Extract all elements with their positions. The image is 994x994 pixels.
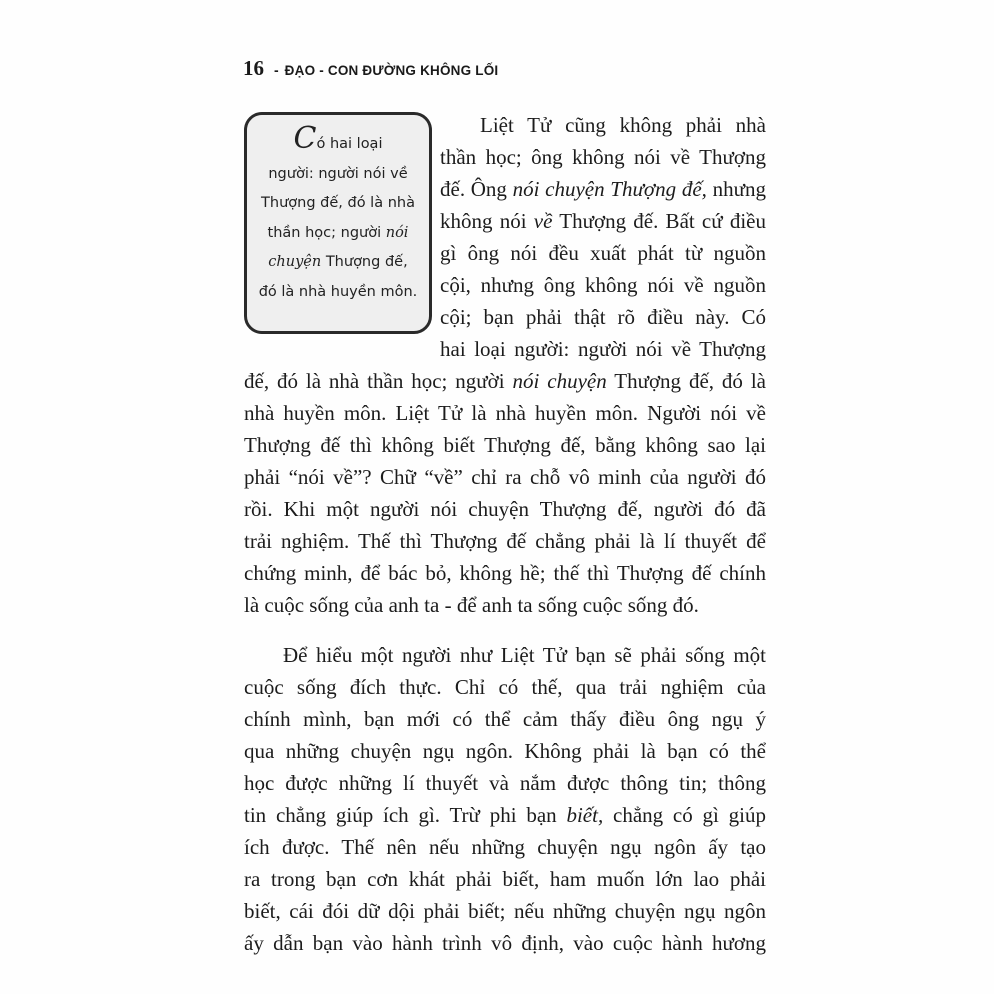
italic-emphasis: nói chuyện Thượng đế, bbox=[512, 177, 707, 201]
text-line: phải “nói về”? Chữ “về” chỉ ra chỗ vô minh của người đó bbox=[244, 465, 766, 489]
text-line: đế. Ông nói chuyện Thượng đế, nhưng bbox=[440, 177, 766, 201]
text-line: ấy dẫn bạn vào hành trình vô định, vào cuộc hành hương bbox=[244, 931, 766, 955]
text-line: chứng minh, để bác bỏ, không hề; thế thì Thượng đế chính bbox=[244, 561, 766, 585]
italic-emphasis: về bbox=[533, 209, 553, 233]
text-line: tin chẳng giúp ích gì. Trừ phi bạn biết, chẳng có gì giúp bbox=[244, 803, 766, 827]
pull-quote-box bbox=[244, 112, 432, 334]
text-line: thần học; ông không nói về Thượng bbox=[440, 145, 766, 169]
drop-cap: C bbox=[293, 121, 317, 156]
text-line: là cuộc sống của anh ta - để anh ta sống cuộc sống đó. bbox=[244, 593, 699, 617]
page-number: 16 bbox=[243, 56, 264, 80]
header-separator: - bbox=[274, 62, 279, 78]
pull-quote-line: đó là nhà huyền môn. bbox=[258, 283, 418, 300]
text-line: cội, nhưng ông không nói về nguồn bbox=[440, 273, 766, 297]
text-line: cuộc sống đích thực. Chỉ có thế, qua trải nghiệm của bbox=[244, 675, 766, 699]
text-line: Thượng đế thì không biết Thượng đế, bằng không sao lại bbox=[244, 433, 766, 457]
text-line: qua những chuyện ngụ ngôn. Không phải là bạn có thể bbox=[244, 739, 766, 763]
text-line: ích được. Thế nên nếu những chuyện ngụ ngôn ấy tạo bbox=[244, 835, 766, 859]
text-line: trải nghiệm. Thế thì Thượng đế chẳng phải là lí thuyết để bbox=[244, 529, 766, 553]
pull-quote-line: chuyện Thượng đế, bbox=[268, 254, 408, 270]
page-header bbox=[243, 56, 498, 81]
pull-quote-line: Có hai loại bbox=[293, 121, 383, 156]
text-line: hai loại người: người nói về Thượng bbox=[440, 337, 766, 361]
pull-quote-line: người: người nói về bbox=[268, 165, 408, 182]
pull-quote-line: thần học; người nói bbox=[267, 224, 409, 241]
italic-emphasis: biết, bbox=[566, 803, 604, 827]
text-line: đế, đó là nhà thần học; người nói chuyện Thượng đế, đó là bbox=[244, 369, 766, 393]
text-line: học được những lí thuyết và nắm được thông tin; thông bbox=[244, 771, 766, 795]
text-line: gì ông nói đều xuất phát từ nguồn bbox=[440, 241, 766, 265]
text-line: ra trong bạn cơn khát phải biết, ham muốn lớn lao phải bbox=[244, 867, 766, 891]
pull-quote-line: Thượng đế, đó là nhà bbox=[261, 195, 415, 211]
text-line: biết, cái đói dữ dội phải biết; nếu những chuyện ngụ ngôn bbox=[244, 899, 766, 923]
text-line: không nói về Thượng đế. Bất cứ điều bbox=[440, 209, 766, 233]
text-line: Để hiểu một người như Liệt Tử bạn sẽ phải sống một bbox=[283, 643, 766, 667]
italic-emphasis: nói chuyện bbox=[512, 369, 607, 393]
text-line: rồi. Khi một người nói chuyện Thượng đế, người đó đã bbox=[244, 497, 766, 521]
text-line: Liệt Tử cũng không phải nhà bbox=[480, 113, 766, 137]
text-line: chính mình, bạn mới có thể cảm thấy điều ông ngụ ý bbox=[244, 707, 766, 731]
running-title: ĐẠO - CON ĐƯỜNG KHÔNG LỐI bbox=[284, 63, 499, 78]
text-line: nhà huyền môn. Liệt Tử là nhà huyền môn. Người nói về bbox=[244, 401, 766, 425]
text-line: cội; bạn phải thật rõ điều này. Có bbox=[440, 305, 766, 329]
